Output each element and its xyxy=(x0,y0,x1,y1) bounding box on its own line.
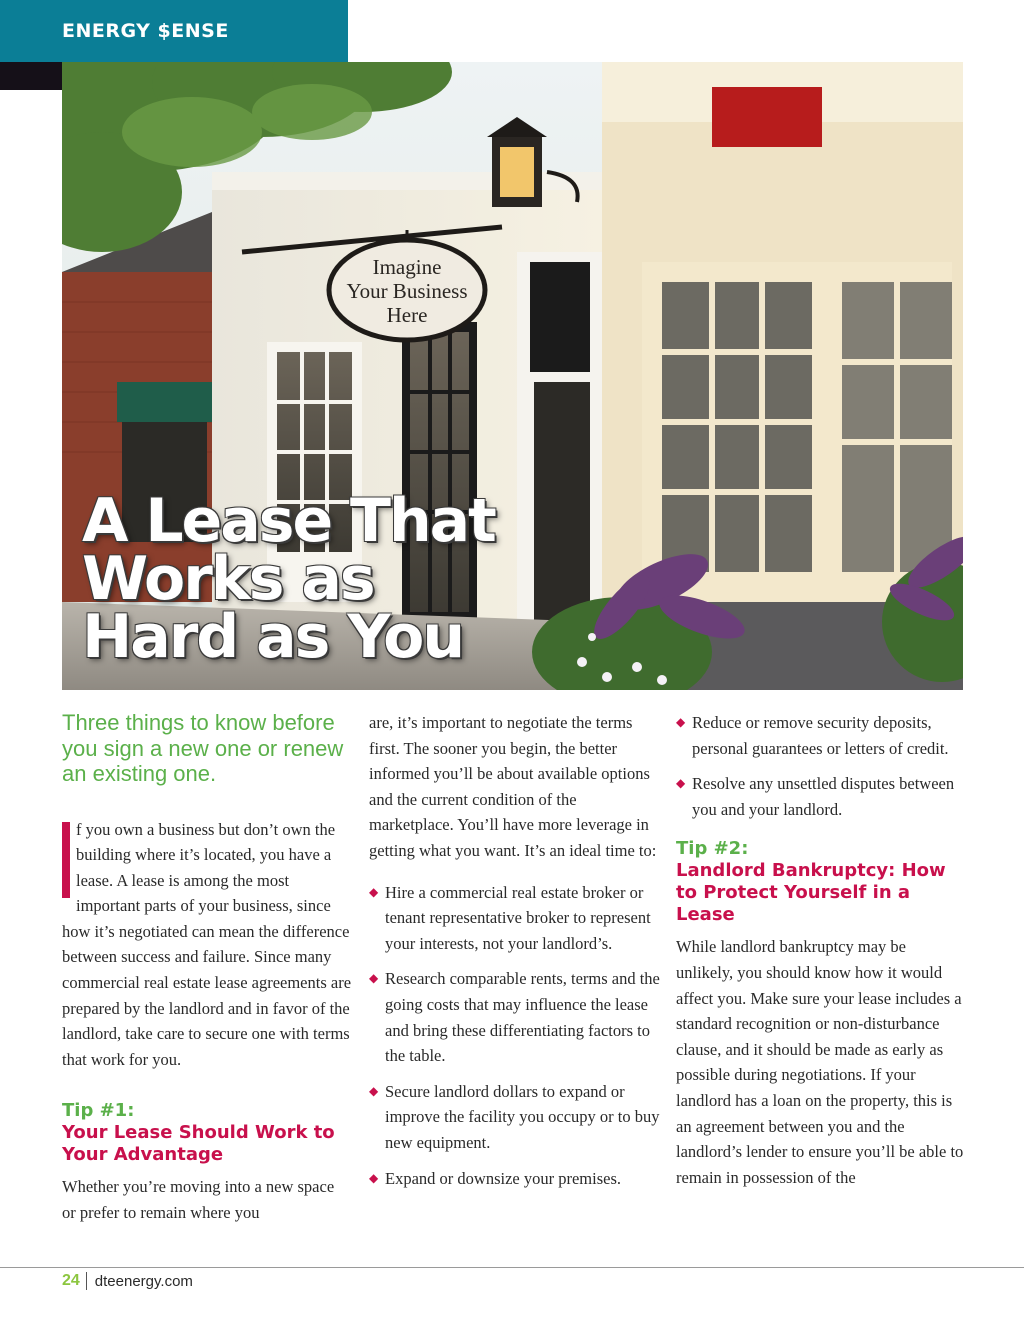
diamond-bullet-icon: ◆ xyxy=(369,884,379,899)
diamond-bullet-icon: ◆ xyxy=(369,1170,379,1185)
list-item xyxy=(369,1079,661,1156)
diamond-bullet-icon: ◆ xyxy=(369,1083,379,1098)
intro-text: f you own a business but don’t own the building where it’s located, you have a lease. A lease is among the most important parts of your business, since how it’s negotiated can mean the difference between success and failure. Since many commercial real estate lease agreements are prepared by the landlord and in favor of the landlord, take care to secure one with terms that work for you. xyxy=(62,819,352,1069)
list-item xyxy=(369,966,661,1068)
title-line-3: Hard as You xyxy=(82,602,464,672)
title-line-2: Works as xyxy=(82,544,374,614)
tip2-heading xyxy=(676,838,966,926)
sign-line-2: Your Business xyxy=(346,279,468,303)
bullet-text: Expand or downsize your premises. xyxy=(385,1168,621,1188)
bullet-text: Reduce or remove security deposits, personal guarantees or letters of credit. xyxy=(692,713,949,758)
bullet-text: Resolve any unsettled disputes between you and your landlord. xyxy=(692,774,955,819)
tip1-title: Your Lease Should Work to Your Advantage xyxy=(62,1122,335,1166)
article-deck: Three things to know before you sign a new one or renew an existing one. xyxy=(62,710,344,786)
title-line-1: A Lease That xyxy=(82,486,495,556)
tip2-body: While landlord bankruptcy may be unlikely, you should know how it would affect you. Make sure your lease includes a standard recognition or non-disturbance clause, and it should be made as early as possible during negotiations. If your landlord has a loan on the property, this is an agreement between you and the landlord’s lender to ensure you’ll be able to remain in possession of the xyxy=(676,937,964,1187)
intro-paragraph xyxy=(62,817,352,1073)
bullet-text: Hire a commercial real estate broker or tenant representative broker to represent your interests, not your landlord’s. xyxy=(385,882,651,953)
column-2 xyxy=(369,710,661,1201)
section-title: ENERGY $ENSE xyxy=(62,20,229,42)
drop-cap-bar xyxy=(62,822,70,898)
sign-line-1: Imagine xyxy=(372,255,442,279)
page-footer xyxy=(62,1272,193,1290)
tip1-body-start: Whether you’re moving into a new space or prefer to remain where you xyxy=(62,1177,335,1223)
list-item xyxy=(369,880,661,957)
tip2-number: Tip #2: xyxy=(676,838,749,860)
column-1 xyxy=(62,710,352,1226)
diamond-bullet-icon: ◆ xyxy=(676,715,686,729)
page-number: 24 xyxy=(62,1272,80,1289)
tip1-bullet-list xyxy=(369,880,661,1192)
hero-photo xyxy=(62,62,963,690)
column-3 xyxy=(676,710,966,1190)
sign-line-3: Here xyxy=(386,303,428,327)
bullet-text: Research comparable rents, terms and the going costs that may influence the lease and bring these differentiating factors to the table. xyxy=(385,969,660,1066)
footer-divider xyxy=(86,1272,87,1290)
tip1-bullet-list-continued xyxy=(676,710,966,822)
diamond-bullet-icon: ◆ xyxy=(369,971,379,986)
tip1-heading xyxy=(62,1100,352,1166)
list-item xyxy=(676,771,966,822)
business-sign xyxy=(329,240,485,340)
tip2-title: Landlord Bankruptcy: How to Protect Yourself in a Lease xyxy=(676,860,946,926)
footer-rule xyxy=(0,1267,1024,1268)
list-item xyxy=(369,1166,661,1192)
diamond-bullet-icon: ◆ xyxy=(676,776,686,791)
bullet-text: Secure landlord dollars to expand or improve the facility you occupy or to buy new equipment. xyxy=(385,1081,660,1152)
list-item xyxy=(676,710,966,761)
tip1-number: Tip #1: xyxy=(62,1100,135,1122)
section-band xyxy=(0,0,348,62)
article-title xyxy=(82,486,495,672)
footer-website-link[interactable]: dteenergy.com xyxy=(94,1272,193,1290)
tip1-body-continued: are, it’s important to negotiate the terms first. The sooner you begin, the better informed you’ll be about available options and the current condition of the marketplace. You’ll have more leverage in getting what you want. It’s an ideal time to: xyxy=(369,713,657,860)
